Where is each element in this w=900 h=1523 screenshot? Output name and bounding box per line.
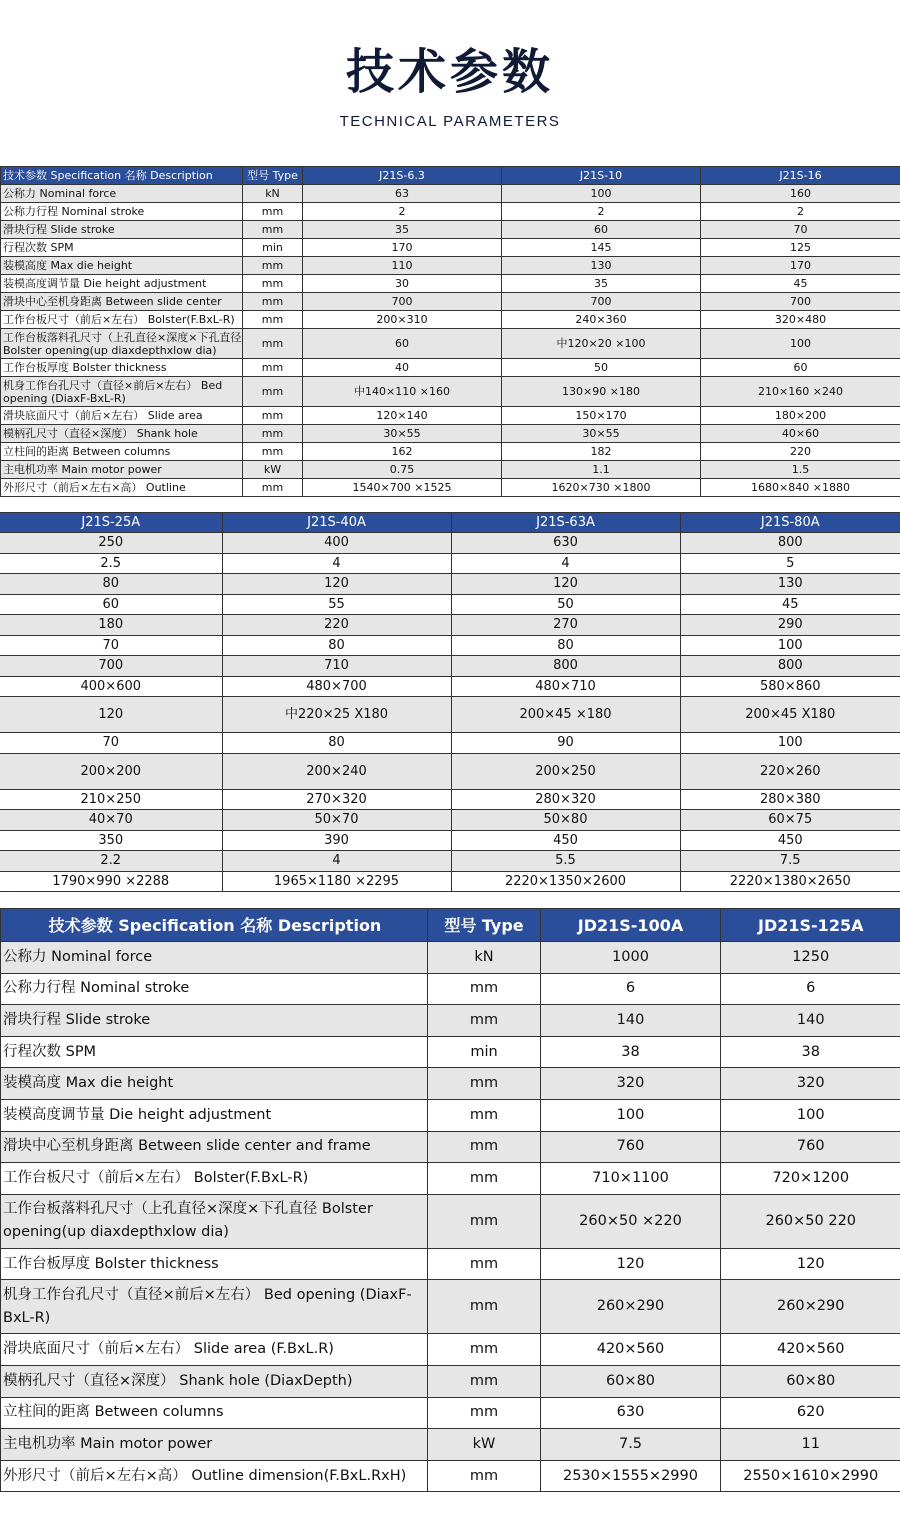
param-value: 400×600 bbox=[0, 676, 222, 697]
param-value: 2 bbox=[502, 203, 701, 221]
page-subtitle: TECHNICAL PARAMETERS bbox=[339, 113, 561, 130]
param-value: 35 bbox=[502, 275, 701, 293]
table-row bbox=[1, 461, 900, 479]
param-value: 320×480 bbox=[701, 311, 900, 329]
param-value: 60 bbox=[303, 329, 502, 359]
header-model: J21S-40A bbox=[222, 513, 451, 533]
table-row bbox=[0, 697, 900, 733]
param-unit: mm bbox=[243, 377, 303, 407]
param-value: 2220×1380×2650 bbox=[680, 871, 900, 892]
param-value: 45 bbox=[701, 275, 900, 293]
param-value: 45 bbox=[680, 594, 900, 615]
param-value: 260×290 bbox=[721, 1280, 900, 1334]
param-value: 420×560 bbox=[721, 1334, 900, 1366]
param-value: 420×560 bbox=[541, 1334, 721, 1366]
param-value: 200×45 X180 bbox=[680, 697, 900, 733]
param-unit: mm bbox=[243, 407, 303, 425]
param-value: 800 bbox=[680, 533, 900, 554]
param-name: 立柱间的距离 Between columns bbox=[1, 443, 243, 461]
param-value: 50 bbox=[451, 594, 680, 615]
table-row bbox=[1, 1068, 900, 1100]
param-value: 35 bbox=[303, 221, 502, 239]
param-value: 1540×700 ×1525 bbox=[303, 479, 502, 497]
param-unit: mm bbox=[428, 1334, 541, 1366]
param-value: 5.5 bbox=[451, 851, 680, 872]
table-row bbox=[0, 871, 900, 892]
table-row bbox=[1, 1099, 900, 1131]
param-value: 210×250 bbox=[0, 789, 222, 810]
param-unit: mm bbox=[428, 1365, 541, 1397]
param-value: 720×1200 bbox=[721, 1163, 900, 1195]
param-unit: mm bbox=[243, 293, 303, 311]
param-unit: mm bbox=[243, 359, 303, 377]
param-value: 800 bbox=[451, 656, 680, 677]
header-model: J21S-63A bbox=[451, 513, 680, 533]
param-unit: kN bbox=[428, 942, 541, 974]
table-row bbox=[0, 676, 900, 697]
spec-table-medium-models bbox=[0, 512, 900, 892]
param-value: 700 bbox=[303, 293, 502, 311]
param-unit: mm bbox=[428, 1131, 541, 1163]
param-value: 1.5 bbox=[701, 461, 900, 479]
param-value: 80 bbox=[0, 574, 222, 595]
param-value: 390 bbox=[222, 830, 451, 851]
param-value: 60×80 bbox=[721, 1365, 900, 1397]
table-row bbox=[1, 1334, 900, 1366]
param-name: 装模高度 Max die height bbox=[1, 257, 243, 275]
param-name: 工作台板落料孔尺寸（上孔直径×深度×下孔直径 Bolster opening(up diaxdepthxlow dia) bbox=[1, 1194, 428, 1248]
param-value: 620 bbox=[721, 1397, 900, 1429]
table-row bbox=[1, 443, 900, 461]
param-value: 210×160 ×240 bbox=[701, 377, 900, 407]
param-value: 100 bbox=[701, 329, 900, 359]
param-value: 中220×25 X180 bbox=[222, 697, 451, 733]
param-value: 120 bbox=[721, 1248, 900, 1280]
param-name: 行程次数 SPM bbox=[1, 1036, 428, 1068]
header-model: J21S-6.3 bbox=[303, 167, 502, 185]
table-row bbox=[1, 1248, 900, 1280]
param-value: 80 bbox=[222, 733, 451, 754]
param-value: 60 bbox=[0, 594, 222, 615]
header-model: J21S-10 bbox=[502, 167, 701, 185]
param-value: 70 bbox=[701, 221, 900, 239]
param-value: 中120×20 ×100 bbox=[502, 329, 701, 359]
table-header-row bbox=[1, 909, 900, 942]
table-row bbox=[1, 377, 900, 407]
param-name: 滑块中心至机身距离 Between slide center and frame bbox=[1, 1131, 428, 1163]
param-value: 7.5 bbox=[541, 1429, 721, 1461]
table-row bbox=[1, 479, 900, 497]
page-title: 技术参数 bbox=[345, 44, 554, 100]
param-unit: mm bbox=[428, 1099, 541, 1131]
table-header-row bbox=[0, 513, 900, 533]
table-row bbox=[1, 1194, 900, 1248]
param-value: 38 bbox=[541, 1036, 721, 1068]
param-unit: mm bbox=[243, 311, 303, 329]
param-value: 170 bbox=[701, 257, 900, 275]
param-unit: mm bbox=[428, 1068, 541, 1100]
param-unit: mm bbox=[428, 1397, 541, 1429]
param-value: 280×380 bbox=[680, 789, 900, 810]
param-value: 120 bbox=[451, 574, 680, 595]
param-name: 装模高度调节量 Die height adjustment bbox=[1, 1099, 428, 1131]
param-unit: kW bbox=[243, 461, 303, 479]
table-row bbox=[1, 1005, 900, 1037]
table-row bbox=[0, 753, 900, 789]
param-value: 5 bbox=[680, 553, 900, 574]
param-value: 4 bbox=[222, 851, 451, 872]
param-name: 主电机功率 Main motor power bbox=[1, 461, 243, 479]
param-value: 55 bbox=[222, 594, 451, 615]
table-row bbox=[0, 851, 900, 872]
param-value: 180 bbox=[0, 615, 222, 636]
table-row bbox=[0, 789, 900, 810]
param-value: 120 bbox=[0, 697, 222, 733]
param-value: 480×700 bbox=[222, 676, 451, 697]
param-unit: mm bbox=[428, 1460, 541, 1492]
param-value: 4 bbox=[451, 553, 680, 574]
param-unit: kW bbox=[428, 1429, 541, 1461]
param-value: 2.5 bbox=[0, 553, 222, 574]
table-row bbox=[0, 810, 900, 831]
param-value: 630 bbox=[541, 1397, 721, 1429]
param-value: 80 bbox=[451, 635, 680, 656]
param-value: 350 bbox=[0, 830, 222, 851]
param-value: 70 bbox=[0, 635, 222, 656]
param-value: 2530×1555×2990 bbox=[541, 1460, 721, 1492]
param-value: 140 bbox=[541, 1005, 721, 1037]
param-value: 100 bbox=[541, 1099, 721, 1131]
spec-table-small-models bbox=[0, 166, 900, 497]
table-row bbox=[0, 830, 900, 851]
param-name: 机身工作台孔尺寸（直径×前后×左右） Bed opening (DiaxF-BxL-R) bbox=[1, 377, 243, 407]
param-value: 70 bbox=[0, 733, 222, 754]
header-model: J21S-25A bbox=[0, 513, 222, 533]
param-value: 2 bbox=[303, 203, 502, 221]
param-value: 220 bbox=[701, 443, 900, 461]
param-value: 30 bbox=[303, 275, 502, 293]
param-name: 工作台板尺寸（前后×左右） Bolster(F.BxL-R) bbox=[1, 311, 243, 329]
param-value: 125 bbox=[701, 239, 900, 257]
table-row bbox=[1, 1280, 900, 1334]
spec-table-large-models bbox=[0, 908, 900, 1492]
table-row bbox=[1, 942, 900, 974]
param-value: 130 bbox=[502, 257, 701, 275]
param-value: 40 bbox=[303, 359, 502, 377]
param-value: 38 bbox=[721, 1036, 900, 1068]
param-value: 1620×730 ×1800 bbox=[502, 479, 701, 497]
param-value: 90 bbox=[451, 733, 680, 754]
param-value: 60×75 bbox=[680, 810, 900, 831]
param-name: 行程次数 SPM bbox=[1, 239, 243, 257]
param-value: 100 bbox=[680, 733, 900, 754]
param-value: 120 bbox=[222, 574, 451, 595]
param-value: 580×860 bbox=[680, 676, 900, 697]
param-name: 模柄孔尺寸（直径×深度） Shank hole (DiaxDepth) bbox=[1, 1365, 428, 1397]
param-value: 50×80 bbox=[451, 810, 680, 831]
param-value: 1.1 bbox=[502, 461, 701, 479]
param-value: 4 bbox=[222, 553, 451, 574]
param-value: 2220×1350×2600 bbox=[451, 871, 680, 892]
param-value: 250 bbox=[0, 533, 222, 554]
param-name: 公称力行程 Nominal stroke bbox=[1, 973, 428, 1005]
param-unit: mm bbox=[243, 443, 303, 461]
param-value: 160 bbox=[701, 185, 900, 203]
param-value: 6 bbox=[721, 973, 900, 1005]
table-row bbox=[1, 257, 900, 275]
header-model: J21S-16 bbox=[701, 167, 900, 185]
table-row bbox=[1, 1397, 900, 1429]
table-row bbox=[1, 311, 900, 329]
table-row bbox=[0, 574, 900, 595]
param-unit: mm bbox=[428, 1280, 541, 1334]
param-name: 模柄孔尺寸（直径×深度） Shank hole bbox=[1, 425, 243, 443]
param-value: 170 bbox=[303, 239, 502, 257]
param-name: 装模高度 Max die height bbox=[1, 1068, 428, 1100]
param-unit: mm bbox=[243, 479, 303, 497]
param-unit: mm bbox=[428, 973, 541, 1005]
header-description: 技术参数 Specification 名称 Description bbox=[1, 909, 428, 942]
param-unit: mm bbox=[243, 203, 303, 221]
param-value: 700 bbox=[0, 656, 222, 677]
param-value: 60 bbox=[502, 221, 701, 239]
param-value: 220 bbox=[222, 615, 451, 636]
param-unit: mm bbox=[428, 1248, 541, 1280]
param-value: 60×80 bbox=[541, 1365, 721, 1397]
param-unit: mm bbox=[243, 257, 303, 275]
table-row bbox=[0, 615, 900, 636]
param-value: 中140×110 ×160 bbox=[303, 377, 502, 407]
param-value: 320 bbox=[721, 1068, 900, 1100]
param-value: 290 bbox=[680, 615, 900, 636]
table-row bbox=[1, 1163, 900, 1195]
param-value: 7.5 bbox=[680, 851, 900, 872]
param-value: 11 bbox=[721, 1429, 900, 1461]
param-value: 110 bbox=[303, 257, 502, 275]
param-value: 145 bbox=[502, 239, 701, 257]
param-name: 外形尺寸（前后×左右×高） Outline bbox=[1, 479, 243, 497]
param-name: 主电机功率 Main motor power bbox=[1, 1429, 428, 1461]
param-value: 710×1100 bbox=[541, 1163, 721, 1195]
param-unit: mm bbox=[243, 275, 303, 293]
param-value: 260×290 bbox=[541, 1280, 721, 1334]
param-value: 1000 bbox=[541, 942, 721, 974]
param-name: 工作台板落料孔尺寸（上孔直径×深度×下孔直径 Bolster opening(up diaxdepthxlow dia) bbox=[1, 329, 243, 359]
param-value: 30×55 bbox=[502, 425, 701, 443]
param-value: 240×360 bbox=[502, 311, 701, 329]
table-row bbox=[0, 553, 900, 574]
param-value: 130×90 ×180 bbox=[502, 377, 701, 407]
table-row bbox=[0, 656, 900, 677]
param-unit: mm bbox=[428, 1163, 541, 1195]
param-value: 710 bbox=[222, 656, 451, 677]
param-value: 2.2 bbox=[0, 851, 222, 872]
table-row bbox=[1, 1131, 900, 1163]
param-unit: min bbox=[428, 1036, 541, 1068]
header-description: 技术参数 Specification 名称 Description bbox=[1, 167, 243, 185]
table-row bbox=[1, 1365, 900, 1397]
param-value: 100 bbox=[721, 1099, 900, 1131]
param-value: 800 bbox=[680, 656, 900, 677]
param-value: 50×70 bbox=[222, 810, 451, 831]
param-value: 260×50 220 bbox=[721, 1194, 900, 1248]
param-name: 滑块行程 Slide stroke bbox=[1, 221, 243, 239]
param-name: 装模高度调节量 Die height adjustment bbox=[1, 275, 243, 293]
param-value: 1680×840 ×1880 bbox=[701, 479, 900, 497]
param-value: 270 bbox=[451, 615, 680, 636]
param-value: 130 bbox=[680, 574, 900, 595]
param-value: 6 bbox=[541, 973, 721, 1005]
param-unit: mm bbox=[243, 329, 303, 359]
param-value: 150×170 bbox=[502, 407, 701, 425]
table-row bbox=[1, 1460, 900, 1492]
param-value: 200×250 bbox=[451, 753, 680, 789]
param-name: 滑块中心至机身距离 Between slide center bbox=[1, 293, 243, 311]
param-value: 30×55 bbox=[303, 425, 502, 443]
table-row bbox=[1, 221, 900, 239]
param-name: 滑块底面尺寸（前后×左右） Slide area (F.BxL.R) bbox=[1, 1334, 428, 1366]
param-value: 450 bbox=[680, 830, 900, 851]
param-unit: kN bbox=[243, 185, 303, 203]
param-name: 立柱间的距离 Between columns bbox=[1, 1397, 428, 1429]
param-value: 140 bbox=[721, 1005, 900, 1037]
param-value: 450 bbox=[451, 830, 680, 851]
param-name: 公称力 Nominal force bbox=[1, 185, 243, 203]
param-value: 200×240 bbox=[222, 753, 451, 789]
param-value: 1790×990 ×2288 bbox=[0, 871, 222, 892]
param-name: 机身工作台孔尺寸（直径×前后×左右） Bed opening (DiaxF-BxL-R) bbox=[1, 1280, 428, 1334]
param-unit: mm bbox=[243, 425, 303, 443]
table-row bbox=[1, 203, 900, 221]
table-row bbox=[1, 1429, 900, 1461]
param-value: 40×60 bbox=[701, 425, 900, 443]
param-value: 120×140 bbox=[303, 407, 502, 425]
param-name: 工作台板厚度 Bolster thickness bbox=[1, 359, 243, 377]
param-value: 400 bbox=[222, 533, 451, 554]
param-value: 100 bbox=[680, 635, 900, 656]
param-value: 180×200 bbox=[701, 407, 900, 425]
param-value: 120 bbox=[541, 1248, 721, 1280]
param-value: 60 bbox=[701, 359, 900, 377]
param-value: 2550×1610×2990 bbox=[721, 1460, 900, 1492]
param-value: 2 bbox=[701, 203, 900, 221]
table-row bbox=[1, 973, 900, 1005]
param-name: 工作台板尺寸（前后×左右） Bolster(F.BxL-R) bbox=[1, 1163, 428, 1195]
param-value: 182 bbox=[502, 443, 701, 461]
table-row bbox=[0, 635, 900, 656]
param-value: 80 bbox=[222, 635, 451, 656]
param-value: 760 bbox=[721, 1131, 900, 1163]
param-name: 工作台板厚度 Bolster thickness bbox=[1, 1248, 428, 1280]
param-value: 40×70 bbox=[0, 810, 222, 831]
table-row bbox=[1, 329, 900, 359]
param-value: 63 bbox=[303, 185, 502, 203]
table-row bbox=[1, 407, 900, 425]
param-value: 700 bbox=[502, 293, 701, 311]
table-row bbox=[1, 293, 900, 311]
table-row bbox=[0, 594, 900, 615]
header-model: JD21S-100A bbox=[541, 909, 721, 942]
param-unit: mm bbox=[428, 1005, 541, 1037]
param-name: 滑块底面尺寸（前后×左右） Slide area bbox=[1, 407, 243, 425]
param-value: 320 bbox=[541, 1068, 721, 1100]
table-row bbox=[1, 1036, 900, 1068]
table-row bbox=[0, 533, 900, 554]
table-header-row bbox=[1, 167, 900, 185]
param-value: 100 bbox=[502, 185, 701, 203]
param-name: 滑块行程 Slide stroke bbox=[1, 1005, 428, 1037]
param-value: 220×260 bbox=[680, 753, 900, 789]
param-name: 公称力行程 Nominal stroke bbox=[1, 203, 243, 221]
param-value: 280×320 bbox=[451, 789, 680, 810]
param-unit: min bbox=[243, 239, 303, 257]
param-value: 480×710 bbox=[451, 676, 680, 697]
header-unit: 型号 Type bbox=[243, 167, 303, 185]
table-row bbox=[0, 733, 900, 754]
table-row bbox=[1, 359, 900, 377]
param-unit: mm bbox=[428, 1194, 541, 1248]
param-value: 1250 bbox=[721, 942, 900, 974]
param-value: 270×320 bbox=[222, 789, 451, 810]
param-value: 50 bbox=[502, 359, 701, 377]
param-value: 162 bbox=[303, 443, 502, 461]
param-value: 200×45 ×180 bbox=[451, 697, 680, 733]
table-row bbox=[1, 239, 900, 257]
header-model: JD21S-125A bbox=[721, 909, 900, 942]
param-name: 公称力 Nominal force bbox=[1, 942, 428, 974]
param-value: 760 bbox=[541, 1131, 721, 1163]
header-model: J21S-80A bbox=[680, 513, 900, 533]
table-row bbox=[1, 425, 900, 443]
param-value: 700 bbox=[701, 293, 900, 311]
header-unit: 型号 Type bbox=[428, 909, 541, 942]
table-row bbox=[1, 275, 900, 293]
param-value: 200×200 bbox=[0, 753, 222, 789]
table-row bbox=[1, 185, 900, 203]
param-value: 0.75 bbox=[303, 461, 502, 479]
param-unit: mm bbox=[243, 221, 303, 239]
param-name: 外形尺寸（前后×左右×高） Outline dimension(F.BxL.RxH) bbox=[1, 1460, 428, 1492]
param-value: 1965×1180 ×2295 bbox=[222, 871, 451, 892]
param-value: 200×310 bbox=[303, 311, 502, 329]
param-value: 630 bbox=[451, 533, 680, 554]
param-value: 260×50 ×220 bbox=[541, 1194, 721, 1248]
